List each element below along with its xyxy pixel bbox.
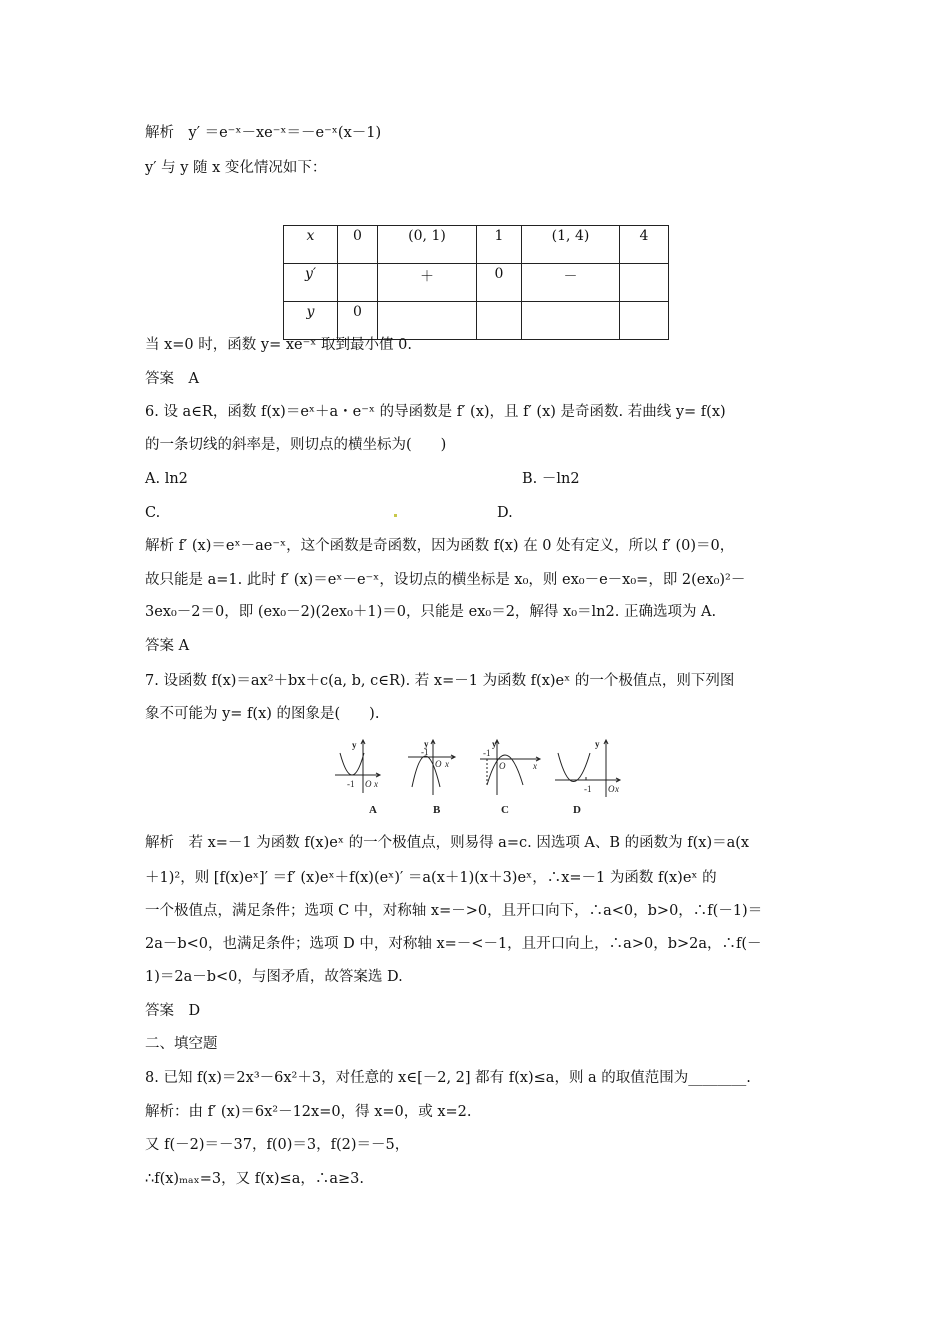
graph-c <box>480 739 540 816</box>
q7-analysis-line: 2a－b<0，也满足条件；选项 D 中，对称轴 x=－<－1，且开口向上，∴a>0，b>2a，∴f(－ <box>145 936 762 952</box>
q6-option-c: C. <box>145 505 161 521</box>
q5-analysis-line1: 解析 y′ ＝e⁻ˣ－xe⁻ˣ＝－e⁻ˣ(x－1) <box>145 125 382 141</box>
table-cell: 0 <box>338 302 378 340</box>
q5-analysis-line2: y′ 与 y 随 x 变化情况如下： <box>145 160 327 176</box>
q6-analysis-line: 解析 f′ (x)＝eˣ－ae⁻ˣ，这个函数是奇函数，因为函数 f(x) 在 0 处有定义，所以 f′ (0)＝0， <box>145 538 735 554</box>
table-cell: 0 <box>477 264 522 302</box>
table-cell: y′ <box>284 264 338 302</box>
graph-label: C <box>501 804 509 816</box>
table-cell: 0 <box>338 226 378 264</box>
q6-option-d: D. <box>497 505 513 521</box>
table-cell: (1, 4) <box>522 226 620 264</box>
q8-stem: 8. 已知 f(x)＝2x³－6x²＋3，对任意的 x∈[－2, 2] 都有 f(x)≤a，则 a 的取值范围为________. <box>145 1070 751 1086</box>
table-cell <box>338 264 378 302</box>
origin-label: O <box>365 779 372 789</box>
table-row <box>284 302 669 340</box>
graph-d <box>555 739 620 816</box>
q7-stem-line1: 7. 设函数 f(x)＝ax²＋bx＋c(a, b, c∈R). 若 x=－1 为函数 f(x)eˣ 的一个极值点，则下列图 <box>145 673 735 689</box>
q6-analysis-line: 故只能是 a=1. 此时 f′ (x)＝eˣ－e⁻ˣ，设切点的横坐标是 x₀，则 ex₀－e－x₀=，即 2(ex₀)²－ <box>145 572 746 588</box>
q5-conclusion: 当 x=0 时，函数 y= xe⁻ˣ 取到最小值 0. <box>145 337 412 353</box>
table-row <box>284 226 669 264</box>
axis-label-x: x <box>445 759 449 769</box>
axis-label-x: x <box>615 784 619 794</box>
q7-answer: 答案 D <box>145 1003 201 1019</box>
q7-stem-line2: 象不可能为 y= f(x) 的图象是( ). <box>145 706 380 722</box>
q8-analysis-line: 又 f(－2)＝－37，f(0)＝3，f(2)＝－5， <box>145 1137 410 1153</box>
origin-label: O <box>435 759 442 769</box>
graph-b <box>408 739 455 816</box>
table-cell: 1 <box>477 226 522 264</box>
q5-answer: 答案 A <box>145 371 199 387</box>
axis-label-y: y <box>424 739 429 749</box>
table-cell: ＋ <box>378 264 477 302</box>
tick-label: -1 <box>483 748 491 758</box>
q7-graphs <box>330 735 630 820</box>
q6-stem-line2: 的一条切线的斜率是，则切点的横坐标为( ) <box>145 437 447 453</box>
table-cell: 4 <box>620 226 669 264</box>
q6-option-b: B. －ln2 <box>522 471 580 487</box>
q6-stem-line1: 6. 设 a∈R，函数 f(x)＝eˣ＋a・e⁻ˣ 的导函数是 f′ (x)，且 f′ (x) 是奇函数. 若曲线 y= f(x) <box>145 404 726 420</box>
table-cell <box>620 302 669 340</box>
table-row <box>284 264 669 302</box>
q7-analysis-line: 一个极值点，满足条件；选项 C 中，对称轴 x=－>0，且开口向下，∴a<0，b>0，∴f(－1)＝ <box>145 903 763 919</box>
axis-label-y: y <box>352 740 357 750</box>
q6-answer: 答案 A <box>145 638 190 654</box>
table-cell: x <box>284 226 338 264</box>
variation-table <box>283 225 669 340</box>
tick-label: -1 <box>584 784 592 794</box>
tick-label: -1 <box>421 747 429 757</box>
graph-label: B <box>433 804 441 816</box>
table-cell <box>620 264 669 302</box>
q7-analysis-line: 解析 若 x=－1 为函数 f(x)eˣ 的一个极值点，则易得 a=c. 因选项 A、B 的函数为 f(x)＝a(x <box>145 835 750 851</box>
stray-dot <box>394 514 397 517</box>
table-cell: － <box>522 264 620 302</box>
q6-option-a: A. ln2 <box>145 471 188 487</box>
table-cell <box>477 302 522 340</box>
table-cell <box>378 302 477 340</box>
axis-label-y: y <box>595 739 600 749</box>
axis-label-x: x <box>533 761 537 771</box>
q8-analysis-line: 解析：由 f′ (x)＝6x²－12x=0，得 x=0，或 x=2. <box>145 1104 472 1120</box>
graph-label: D <box>573 804 581 816</box>
table-cell: y <box>284 302 338 340</box>
q6-analysis-line: 3ex₀－2＝0，即 (ex₀－2)(2ex₀＋1)＝0，只能是 ex₀＝2，解得 x₀＝ln2. 正确选项为 A. <box>145 604 717 620</box>
q7-analysis-line: 1)＝2a－b<0，与图矛盾，故答案选 D. <box>145 969 403 985</box>
graph-label: A <box>369 804 377 816</box>
section-heading: 二、填空题 <box>145 1036 218 1052</box>
q7-analysis-line: ＋1)²，则 [f(x)eˣ]′ ＝f′ (x)eˣ＋f(x)(eˣ)′ ＝a(x＋1)(x＋3)eˣ，∴x=－1 为函数 f(x)eˣ 的 <box>145 870 717 886</box>
axis-label-x: x <box>374 779 378 789</box>
table-cell <box>522 302 620 340</box>
graph-a <box>335 740 380 816</box>
q8-analysis-line: ∴f(x)ₘₐₓ=3，又 f(x)≤a，∴a≥3. <box>145 1171 364 1187</box>
origin-label: O <box>608 784 615 794</box>
tick-label: -1 <box>347 779 355 789</box>
table-cell: (0, 1) <box>378 226 477 264</box>
axis-label-y: y <box>492 739 497 749</box>
origin-label: O <box>499 761 506 771</box>
